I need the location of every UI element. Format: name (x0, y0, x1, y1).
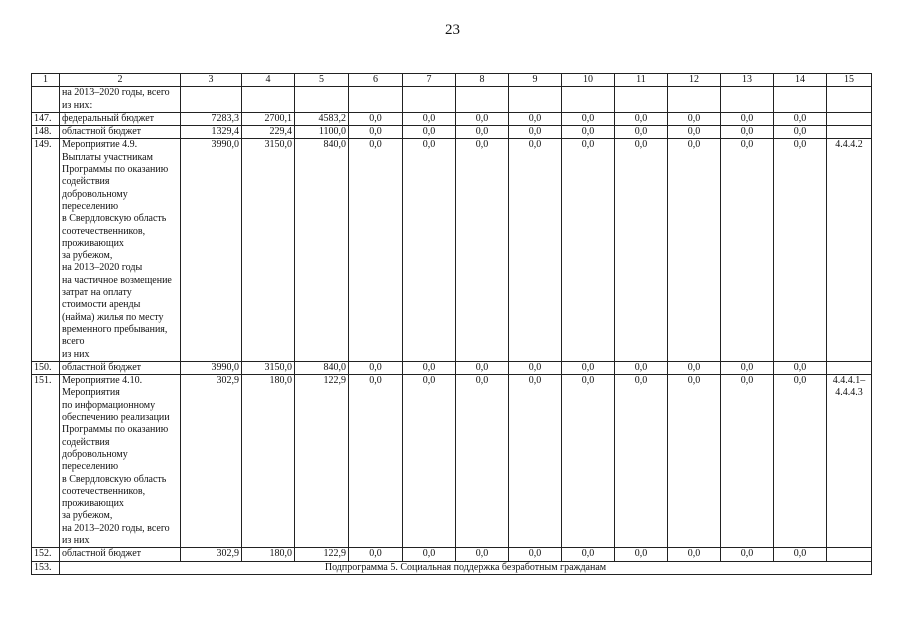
value-cell (774, 87, 827, 113)
value-cell: 0,0 (562, 548, 615, 561)
value-cell: 0,0 (349, 361, 403, 374)
row-name-line: (найма) жилья по месту (62, 311, 164, 323)
header-cell: 12 (668, 74, 721, 87)
row-name-line: добровольному (62, 448, 128, 460)
value-cell: 0,0 (774, 126, 827, 139)
value-cell: 0,0 (721, 375, 774, 548)
value-cell: 0,0 (562, 126, 615, 139)
row-name-line: соотечественников, (62, 485, 146, 497)
ref-line: 4.4.4.1– (832, 375, 866, 387)
row-name-line: на 2013–2020 годы, всего (62, 87, 170, 99)
row-name-line: из них (62, 534, 90, 546)
row-name-line: добровольному (62, 188, 128, 200)
value-cell: 0,0 (403, 112, 456, 125)
row-name-line: федеральный бюджет (62, 112, 155, 124)
row-name-line: областной бюджет (62, 548, 142, 560)
row-name-line: по информационному (62, 399, 156, 411)
row-name-line: соотечественников, (62, 225, 146, 237)
header-cell: 6 (349, 74, 403, 87)
table-row (32, 139, 872, 361)
header-cell: 11 (615, 74, 668, 87)
table-row (32, 112, 872, 125)
value-cell: 180,0 (242, 375, 295, 548)
value-cell: 0,0 (403, 375, 456, 548)
value-cell: 0,0 (615, 139, 668, 361)
row-name-line: на 2013–2020 годы, всего (62, 522, 170, 534)
row-number: 149. (32, 139, 60, 361)
value-cell (615, 87, 668, 113)
row-name-line: областной бюджет (62, 126, 142, 138)
value-cell: 0,0 (615, 548, 668, 561)
header-cell: 4 (242, 74, 295, 87)
value-cell: 0,0 (615, 126, 668, 139)
row-name-line: из них: (62, 99, 93, 111)
value-cell: 0,0 (456, 375, 509, 548)
row-name-line: на 2013–2020 годы (62, 262, 143, 274)
value-cell: 0,0 (668, 139, 721, 361)
value-cell: 840,0 (295, 361, 349, 374)
value-cell: 0,0 (456, 112, 509, 125)
header-row (32, 74, 872, 87)
row-name-line: Программы по оказанию (62, 164, 169, 176)
value-cell: 0,0 (721, 548, 774, 561)
row-name-line: переселению (62, 461, 119, 473)
row-name-line: Выплаты участникам (62, 151, 153, 163)
value-cell: 2700,1 (242, 112, 295, 125)
value-cell: 0,0 (721, 139, 774, 361)
row-name (60, 139, 181, 361)
value-cell: 4583,2 (295, 112, 349, 125)
row-name (60, 87, 181, 113)
value-cell: 0,0 (509, 548, 562, 561)
value-cell (668, 87, 721, 113)
value-cell (242, 87, 295, 113)
value-cell: 3150,0 (242, 361, 295, 374)
value-cell: 0,0 (721, 112, 774, 125)
table-row (32, 361, 872, 374)
value-cell: 0,0 (509, 375, 562, 548)
value-cell: 0,0 (615, 112, 668, 125)
value-cell (295, 87, 349, 113)
value-cell: 0,0 (403, 139, 456, 361)
row-name-line: содействия (62, 436, 110, 448)
row-name-line: содействия (62, 176, 110, 188)
value-cell: 0,0 (668, 112, 721, 125)
value-cell: 122,9 (295, 548, 349, 561)
row-name-line: за рубежом, (62, 510, 113, 522)
value-cell: 0,0 (774, 375, 827, 548)
value-cell: 3990,0 (181, 139, 242, 361)
value-cell: 0,0 (403, 548, 456, 561)
value-cell: 0,0 (668, 126, 721, 139)
header-cell: 8 (456, 74, 509, 87)
value-cell: 3150,0 (242, 139, 295, 361)
value-cell (562, 87, 615, 113)
row-name-line: за рубежом, (62, 250, 113, 262)
value-cell: 7283,3 (181, 112, 242, 125)
page-number: 23 (445, 22, 460, 38)
value-cell: 0,0 (721, 126, 774, 139)
value-cell: 0,0 (774, 361, 827, 374)
row-name-line: проживающих (62, 237, 124, 249)
subprogram-row (32, 561, 872, 574)
value-cell: 0,0 (562, 361, 615, 374)
value-cell: 0,0 (721, 361, 774, 374)
ref-cell (827, 87, 872, 113)
row-name-line: на частичное возмещение (62, 274, 172, 286)
value-cell: 840,0 (295, 139, 349, 361)
ref-cell (827, 375, 872, 548)
row-name-line: в Свердловскую область (62, 213, 167, 225)
row-name-line: временного пребывания, (62, 323, 168, 335)
header-cell: 5 (295, 74, 349, 87)
header-cell: 13 (721, 74, 774, 87)
value-cell: 0,0 (403, 361, 456, 374)
value-cell: 1329,4 (181, 126, 242, 139)
value-cell: 0,0 (509, 126, 562, 139)
row-name-line: Мероприятия (62, 387, 120, 399)
value-cell: 0,0 (774, 548, 827, 561)
table-row (32, 375, 872, 548)
value-cell: 0,0 (349, 126, 403, 139)
value-cell: 302,9 (181, 548, 242, 561)
value-cell (403, 87, 456, 113)
table-row (32, 126, 872, 139)
table-row (32, 548, 872, 561)
header-cell: 15 (827, 74, 872, 87)
value-cell: 0,0 (774, 139, 827, 361)
ref-cell (827, 548, 872, 561)
ref-cell (827, 112, 872, 125)
ref-cell (827, 361, 872, 374)
row-name-line: Программы по оказанию (62, 424, 169, 436)
value-cell: 3990,0 (181, 361, 242, 374)
value-cell (349, 87, 403, 113)
header-cell: 2 (60, 74, 181, 87)
value-cell: 0,0 (349, 548, 403, 561)
row-name-line: в Свердловскую область (62, 473, 167, 485)
row-name (60, 126, 181, 139)
header-cell: 7 (403, 74, 456, 87)
ref-cell (827, 139, 872, 361)
row-name-line: затрат на оплату (62, 287, 132, 299)
value-cell: 0,0 (509, 112, 562, 125)
row-name-line: обеспечению реализации (62, 412, 170, 424)
row-number: 152. (32, 548, 60, 561)
value-cell: 0,0 (456, 548, 509, 561)
row-name-line: Мероприятие 4.9. (62, 139, 138, 151)
value-cell (721, 87, 774, 113)
row-name (60, 548, 181, 561)
value-cell: 0,0 (668, 375, 721, 548)
value-cell: 180,0 (242, 548, 295, 561)
value-cell: 229,4 (242, 126, 295, 139)
header-cell: 9 (509, 74, 562, 87)
value-cell: 0,0 (774, 112, 827, 125)
header-cell: 3 (181, 74, 242, 87)
table-row (32, 87, 872, 113)
row-name-line: Мероприятие 4.10. (62, 375, 143, 387)
row-number: 153. (32, 561, 60, 574)
value-cell: 0,0 (509, 361, 562, 374)
value-cell (509, 87, 562, 113)
value-cell: 0,0 (562, 112, 615, 125)
value-cell: 0,0 (562, 139, 615, 361)
row-number: 148. (32, 126, 60, 139)
value-cell: 122,9 (295, 375, 349, 548)
budget-table (31, 73, 872, 575)
ref-cell (827, 126, 872, 139)
row-name-line: переселению (62, 200, 119, 212)
header-cell: 1 (32, 74, 60, 87)
value-cell: 0,0 (456, 139, 509, 361)
header-cell: 14 (774, 74, 827, 87)
row-number: 150. (32, 361, 60, 374)
ref-line: 4.4.4.2 (835, 139, 863, 151)
row-number: 147. (32, 112, 60, 125)
value-cell (181, 87, 242, 113)
row-name (60, 375, 181, 548)
row-name (60, 361, 181, 374)
value-cell: 0,0 (668, 548, 721, 561)
row-number: 151. (32, 375, 60, 548)
value-cell: 0,0 (349, 375, 403, 548)
value-cell: 0,0 (615, 361, 668, 374)
value-cell: 0,0 (562, 375, 615, 548)
value-cell: 0,0 (456, 361, 509, 374)
ref-line: 4.4.4.3 (835, 387, 863, 399)
value-cell: 0,0 (668, 361, 721, 374)
value-cell: 0,0 (403, 126, 456, 139)
value-cell: 1100,0 (295, 126, 349, 139)
header-cell: 10 (562, 74, 615, 87)
value-cell: 0,0 (615, 375, 668, 548)
value-cell: 0,0 (349, 112, 403, 125)
row-number (32, 87, 60, 113)
row-name-line: стоимости аренды (62, 299, 141, 311)
row-name-line: областной бюджет (62, 361, 142, 373)
value-cell: 302,9 (181, 375, 242, 548)
value-cell: 0,0 (349, 139, 403, 361)
row-name-line: из них (62, 348, 90, 360)
row-name (60, 112, 181, 125)
value-cell: 0,0 (456, 126, 509, 139)
row-name-line: проживающих (62, 498, 124, 510)
value-cell (456, 87, 509, 113)
subprogram-title: Подпрограмма 5. Социальная поддержка безработным гражданам (60, 561, 872, 574)
value-cell: 0,0 (509, 139, 562, 361)
row-name-line: всего (62, 336, 85, 348)
